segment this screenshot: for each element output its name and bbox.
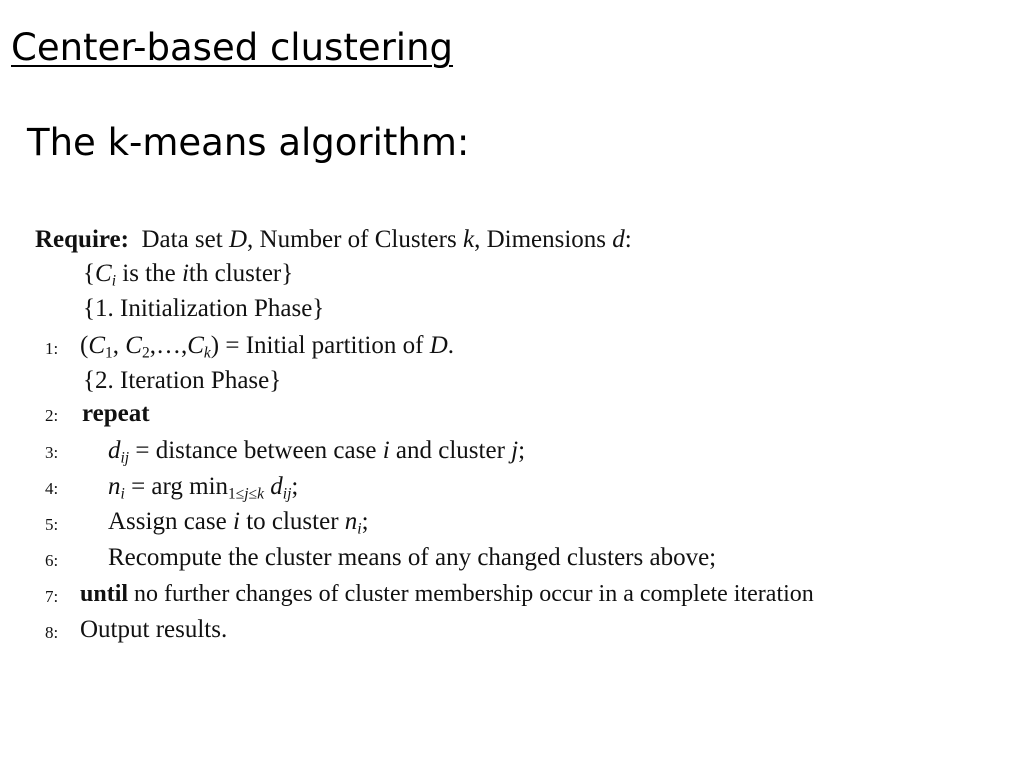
step-8-text: Output results. bbox=[80, 616, 228, 643]
step-7-line bbox=[80, 579, 814, 609]
require-text: Data set D, Number of Clusters k, Dimensions d: bbox=[135, 226, 632, 253]
step-5-text: Assign case i to cluster $n_i$; bbox=[108, 508, 369, 538]
slide-subtitle: The k-means algorithm: bbox=[27, 121, 470, 164]
step-number: 8: bbox=[45, 623, 59, 642]
step-7-text: no further changes of cluster membership occur in a complete iteration bbox=[134, 581, 814, 607]
slide-title: Center-based clustering bbox=[11, 26, 454, 69]
step-number: 1: bbox=[45, 339, 59, 358]
step-3-text: $d_{ij}$ = distance between case i and cluster j; bbox=[108, 437, 526, 467]
step-number: 5: bbox=[45, 515, 59, 534]
step-number: 2: bbox=[45, 406, 59, 425]
step-number: 7: bbox=[45, 587, 59, 606]
comment-ci: {$C_i$ is the ith cluster} bbox=[83, 260, 294, 290]
step-number: 6: bbox=[45, 551, 59, 570]
step-number: 4: bbox=[45, 479, 59, 498]
require-keyword: Require: bbox=[35, 226, 129, 253]
step-number: 3: bbox=[45, 443, 59, 462]
until-keyword: until bbox=[80, 581, 129, 607]
step-1-text: ($C_1$, $C_2,\dots,C_k$) = Initial partition of D. bbox=[80, 332, 455, 362]
step-4-text: $n_i$ = arg $\min_{1\le j\le k} d_{ij}$; bbox=[108, 473, 299, 503]
step-6-text: Recompute the cluster means of any changed clusters above; bbox=[108, 544, 717, 571]
repeat-keyword: repeat bbox=[82, 400, 150, 427]
comment-initialization: {1. Initialization Phase} bbox=[83, 295, 325, 322]
require-line bbox=[35, 225, 632, 255]
comment-iteration: {2. Iteration Phase} bbox=[83, 367, 282, 394]
